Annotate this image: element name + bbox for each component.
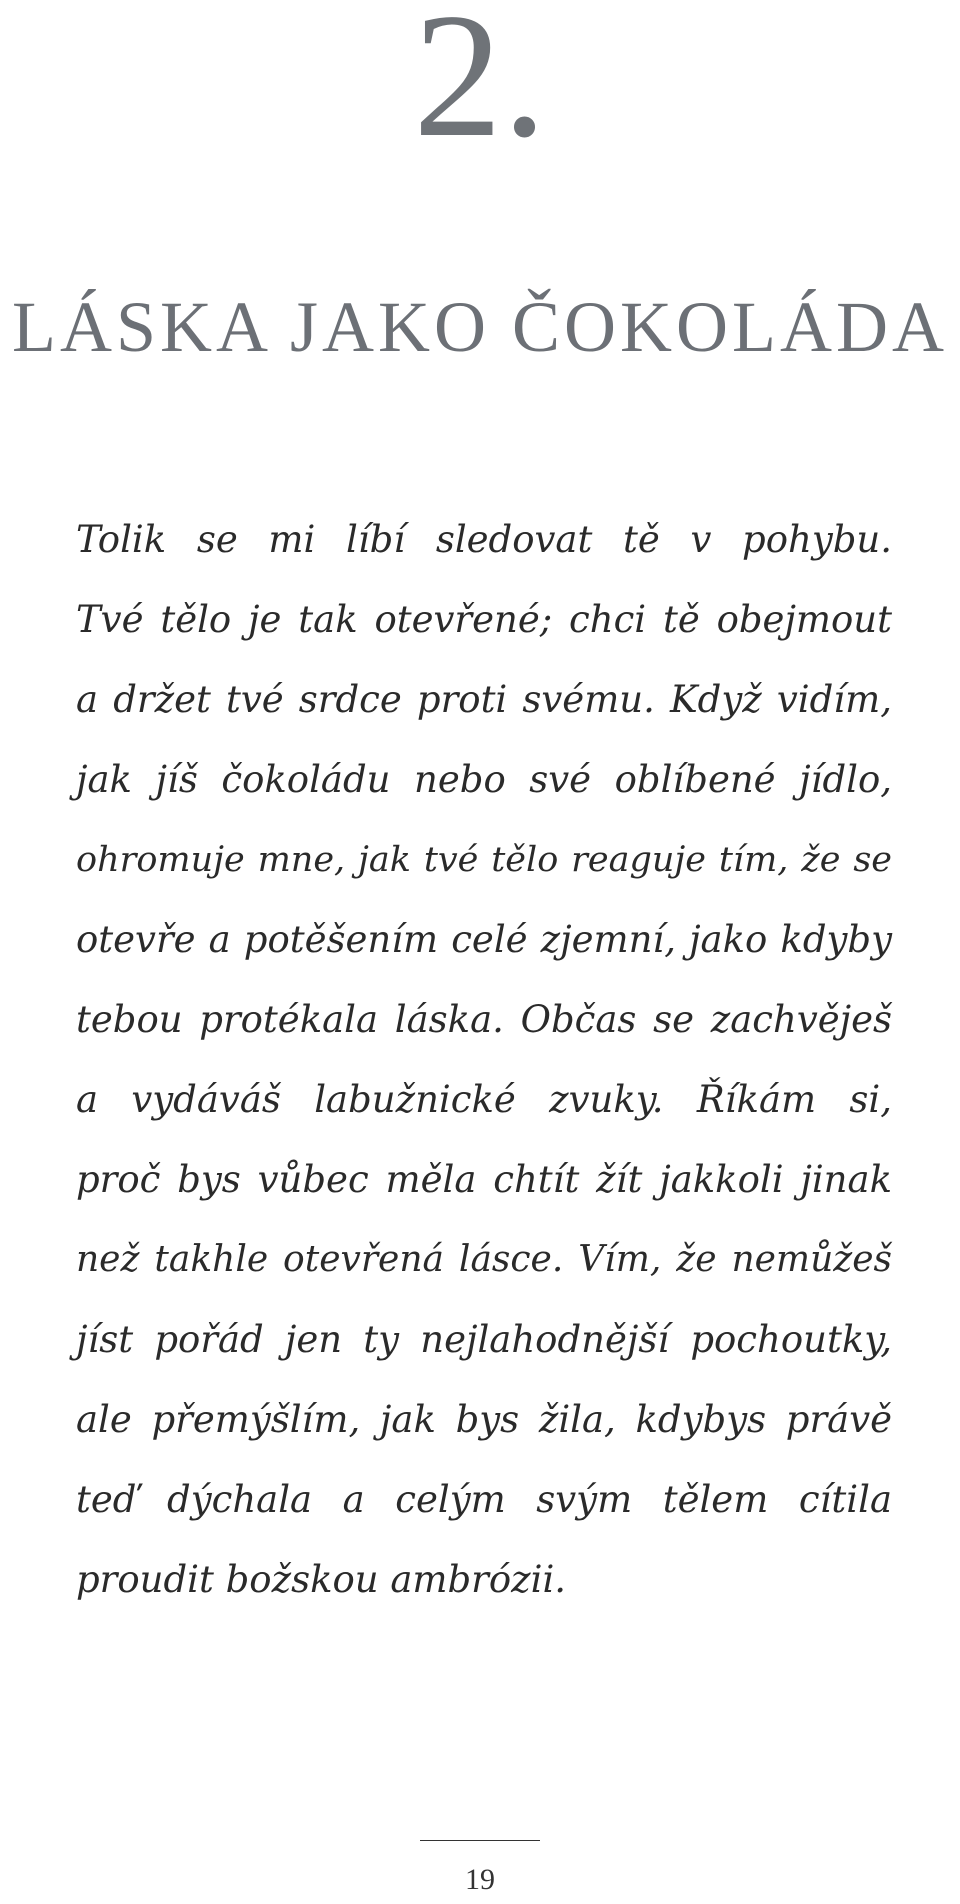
poem-line: Tolik se mi líbí sledovat tě v pohybu. (76, 518, 892, 561)
poem-line: ohromuje mne, jak tvé tělo reaguje tím, že se (76, 840, 892, 880)
chapter-title: LÁSKA JAKO ČOKOLÁDA (11, 287, 949, 367)
poem-text (76, 500, 892, 1620)
poem-line: tebou protékala láska. Občas se zachvěješ (76, 998, 892, 1041)
poem-line: otevře a potěšením celé zjemní, jako kdyby (76, 918, 892, 961)
poem-line: Tvé tělo je tak otevřené; chci tě obejmout (76, 598, 892, 641)
poem-line: jak jíš čokoládu nebo své oblíbené jídlo, (76, 758, 892, 801)
footer-divider (420, 1840, 540, 1841)
poem-line: proudit božskou ambrózii. (76, 1558, 567, 1601)
poem-line: ale přemýšlím, jak bys žila, kdybys právě (76, 1398, 892, 1441)
poem-line: teď dýchala a celým svým tělem cítila (76, 1478, 892, 1521)
poem-line: jíst pořád jen ty nejlahodnější pochoutky, (76, 1318, 892, 1361)
poem-line: a držet tvé srdce proti svému. Když vidím, (76, 678, 892, 721)
poem-line: než takhle otevřená lásce. Vím, že nemůžeš (76, 1239, 892, 1280)
page-number: 19 (465, 1863, 495, 1896)
poem-line: proč bys vůbec měla chtít žít jakkoli jinak (76, 1158, 892, 1201)
chapter-number: 2. (413, 0, 547, 174)
poem-line: a vydáváš labužnické zvuky. Říkám si, (76, 1078, 892, 1121)
